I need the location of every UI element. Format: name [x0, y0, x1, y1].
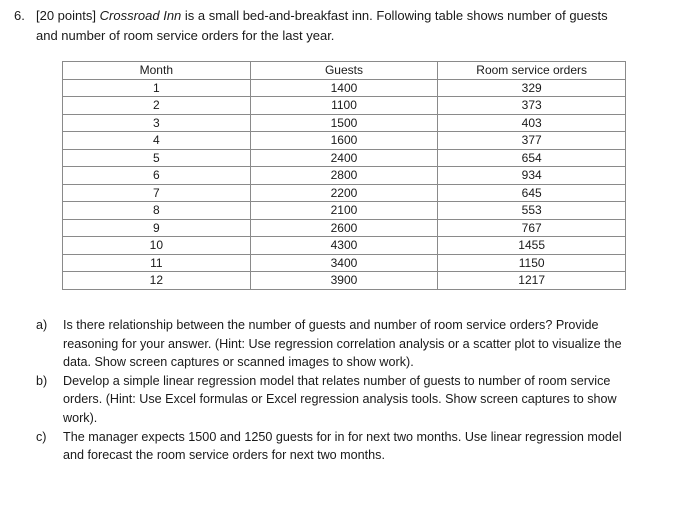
part-text: Is there relationship between the number of guests and number of room service orders? Provide reasoning for your answer. (Hint: Use regression correlation analysis or a scatter plot to visualize the data. Show screen captures or scanned images to show work).: [63, 318, 622, 370]
cell-guests: 1500: [250, 114, 438, 132]
table-row: [63, 272, 626, 290]
cell-guests: 3900: [250, 272, 438, 290]
question-intro: is a small bed-and-breakfast inn. Following table shows number of guests: [184, 8, 608, 23]
cell-month: 8: [63, 202, 251, 220]
data-table: [62, 61, 626, 290]
cell-guests: 2600: [250, 219, 438, 237]
part-label: c): [36, 429, 47, 444]
cell-month: 5: [63, 149, 251, 167]
question-intro-cont: and number of room service orders for the last year.: [36, 28, 335, 43]
cell-month: 1: [63, 79, 251, 97]
cell-guests: 1100: [250, 97, 438, 115]
cell-guests: 2400: [250, 149, 438, 167]
table-row: [63, 254, 626, 272]
table-row: [63, 237, 626, 255]
part-label: a): [36, 318, 48, 332]
header-month: Month: [63, 62, 251, 80]
cell-month: 6: [63, 167, 251, 185]
cell-guests: 2200: [250, 184, 438, 202]
cell-orders: 1455: [438, 237, 626, 255]
cell-orders: 654: [438, 149, 626, 167]
cell-orders: 934: [438, 167, 626, 185]
table-row: [63, 132, 626, 150]
cell-month: 3: [63, 114, 251, 132]
cell-guests: 2100: [250, 202, 438, 220]
inn-name: Crossroad Inn: [99, 8, 182, 23]
cell-orders: 373: [438, 97, 626, 115]
cell-guests: 1400: [250, 79, 438, 97]
cell-month: 2: [63, 97, 251, 115]
cell-orders: 645: [438, 184, 626, 202]
cell-orders: 1217: [438, 272, 626, 290]
header-guests: Guests: [250, 62, 438, 80]
cell-guests: 1600: [250, 132, 438, 150]
question-points: [20 points]: [36, 8, 96, 23]
cell-month: 7: [63, 184, 251, 202]
cell-month: 11: [63, 254, 251, 272]
cell-guests: 2800: [250, 167, 438, 185]
part-label: b): [36, 373, 48, 388]
cell-guests: 4300: [250, 237, 438, 255]
table-row: [63, 79, 626, 97]
table-row: [63, 184, 626, 202]
cell-orders: 329: [438, 79, 626, 97]
question-6: [14, 6, 684, 46]
table-row: [63, 167, 626, 185]
cell-orders: 377: [438, 132, 626, 150]
cell-month: 10: [63, 237, 251, 255]
question-line-1: [14, 6, 684, 26]
part-a: [36, 316, 634, 372]
table-row: [63, 202, 626, 220]
part-b: [36, 372, 634, 428]
table-row: [63, 219, 626, 237]
table-header-row: [63, 62, 626, 80]
table-row: [63, 149, 626, 167]
question-line-2: [14, 26, 684, 46]
cell-month: 4: [63, 132, 251, 150]
part-text: Develop a simple linear regression model that relates number of guests to number of room service orders. (Hint: Use Excel formulas or Excel regression analysis tools. Show screen captures to show work).: [63, 373, 617, 425]
cell-orders: 553: [438, 202, 626, 220]
cell-orders: 767: [438, 219, 626, 237]
part-c: [36, 428, 634, 465]
part-text: The manager expects 1500 and 1250 guests for in for next two months. Use linear regression model and forecast the room service orders for next two months.: [63, 429, 622, 463]
cell-orders: 403: [438, 114, 626, 132]
sub-questions: [36, 316, 634, 465]
cell-month: 9: [63, 219, 251, 237]
header-room-service-orders: Room service orders: [438, 62, 626, 80]
cell-guests: 3400: [250, 254, 438, 272]
table-row: [63, 97, 626, 115]
cell-month: 12: [63, 272, 251, 290]
cell-orders: 1150: [438, 254, 626, 272]
table-row: [63, 114, 626, 132]
question-number: 6.: [14, 8, 25, 23]
